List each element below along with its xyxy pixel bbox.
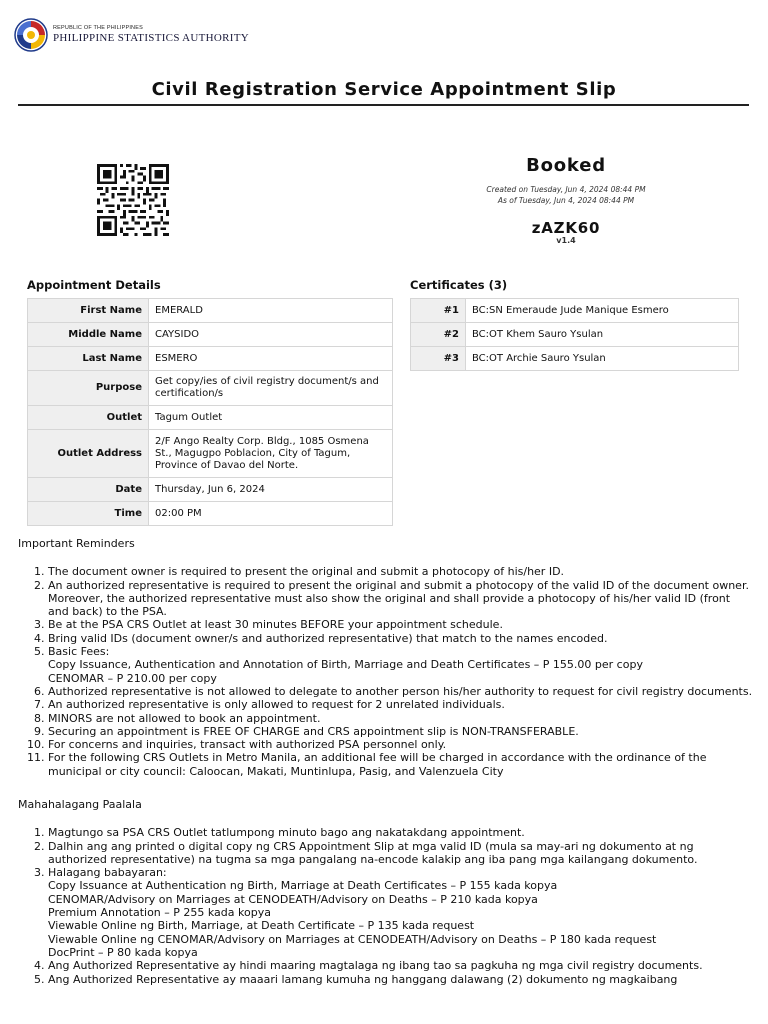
table-row [28,478,393,502]
first-name-label: First Name [28,299,149,323]
republic-text: REPUBLIC OF THE PHILIPPINES [53,25,143,32]
version-label: v1.4 [556,236,576,245]
reference-code: zAZK60 [531,219,601,237]
fee-line: Premium Annotation – P 255 kada kopya [48,906,271,920]
certificate-name: BC:SN Emeraude Jude Manique Esmero [466,299,739,323]
certificate-number: #1 [411,299,466,323]
middle-name-value: CAYSIDO [149,323,393,347]
table-row [28,406,393,430]
mahahalagang-paalala [18,798,753,986]
table-row [28,323,393,347]
fee-line: DocPrint – P 80 kada kopya [48,945,198,959]
as-of-timestamp: As of Tuesday, Jun 4, 2024 08:44 PM [497,196,635,205]
table-row [411,299,739,323]
list-item: 5. Ang Authorized Representative ay maaari lamang kumuha ng hanggang dalawang (2) dokumento ng magkaibang [48,973,753,986]
list-item: 1. Magtungo sa PSA CRS Outlet tatlumpong minuto bago ang nakatakdang appointment. [48,826,753,839]
list-item: 4. Bring valid IDs (document owner/s and authorized representative) that match to the names encoded. [48,632,753,645]
certificate-name: BC:OT Khem Sauro Ysulan [466,323,739,347]
appointment-details-heading: Appointment Details [27,278,161,292]
list-item: 7. An authorized representative is only allowed to request for 2 unrelated individuals. [48,698,753,711]
created-timestamp: Created on Tuesday, Jun 4, 2024 08:44 PM [486,185,646,194]
middle-name-label: Middle Name [28,323,149,347]
reminders-list [18,565,753,778]
purpose-label: Purpose [28,371,149,406]
list-item: 6. Authorized representative is not allowed to delegate to another person his/her authority to request for civil registry documents. [48,685,753,698]
reminders-title: Important Reminders [18,537,135,550]
time-label: Time [28,502,149,526]
psa-logo [14,18,249,52]
table-row [28,347,393,371]
time-value: 02:00 PM [149,502,393,526]
list-item: 11. For the following CRS Outlets in Metro Manila, an additional fee will be charged in accordance with the ordinance of the municipal or city council: Caloocan, Makati, Muntinlupa, Pasig, and Valenzuela City [48,751,753,778]
certificates-table [410,298,739,371]
list-item: 5. Basic Fees: Copy Issuance, Authentication and Annotation of Birth, Marriage and Death Certificates – P 155.00 per copy CENOMAR – P 210.00 per copy [48,645,753,685]
list-item: 9. Securing an appointment is FREE OF CHARGE and CRS appointment slip is NON-TRANSFERABLE. [48,725,753,738]
table-row [411,323,739,347]
important-reminders [18,537,753,778]
fee-line: CENOMAR – P 210.00 per copy [48,671,217,685]
list-item: 4. Ang Authorized Representative ay hindi maaring magtalaga ng ibang tao sa pagkuha ng mga civil registry documents. [48,959,753,972]
list-item: 2. Dalhin ang ang printed o digital copy ng CRS Appointment Slip at mga valid ID (mula sa may-ari ng dokumento at ng authorized representative) na tugma sa mga pangalang na-encode kalakip ang iba pang mga kailangang dokumento. [48,840,753,867]
fee-line: CENOMAR/Advisory on Marriages at CENODEATH/Advisory on Deaths – P 210 kada kopya [48,892,538,906]
last-name-value: ESMERO [149,347,393,371]
list-item: 1. The document owner is required to present the original and submit a photocopy of his/her ID. [48,565,753,578]
psa-seal-icon [14,18,48,52]
table-row [28,502,393,526]
appointment-details-table [27,298,393,526]
booking-status-block [430,155,702,246]
fee-line: Copy Issuance, Authentication and Annotation of Birth, Marriage and Death Certificates – P 155.00 per copy [48,658,643,672]
date-label: Date [28,478,149,502]
outlet-address-value: 2/F Ango Realty Corp. Bldg., 1085 Osmena St., Magugpo Poblacion, City of Tagum, Province of Davao del Norte. [149,430,393,478]
fee-line: Copy Issuance at Authentication ng Birth, Marriage at Death Certificates – P 155 kada kopya [48,879,558,893]
list-item: 3. Halagang babayaran: Copy Issuance at Authentication ng Birth, Marriage at Death Certificates – P 155 kada kopya CENOMAR/Advisory on Marriages at CENODEATH/Advisory on Deaths – P 210 kada kopya Premium Annotation – P 255 kada kopya Viewable Online ng Birth, Marriage, at Death Certificate – P 135 kada request Viewable Online ng CENOMAR/Advisory on Marriages at CENODEATH/Advisory on Deaths – P 180 kada request DocPrint – P 80 kada kopya [48,866,753,959]
fee-line: Viewable Online ng Birth, Marriage, at Death Certificate – P 135 kada request [48,919,475,933]
outlet-address-label: Outlet Address [28,430,149,478]
outlet-value: Tagum Outlet [149,406,393,430]
fee-line: Viewable Online ng CENOMAR/Advisory on Marriages at CENODEATH/Advisory on Deaths – P 180 kada request [48,932,657,946]
certificate-number: #3 [411,347,466,371]
table-row [28,371,393,406]
certificate-number: #2 [411,323,466,347]
list-item: 2. An authorized representative is required to present the original and submit a photocopy of the valid ID of the document owner. Moreover, the authorized representative must also show the original and shall provide a photocopy of his/her valid ID (front and back) to the PSA. [48,579,753,619]
outlet-label: Outlet [28,406,149,430]
certificate-name: BC:OT Archie Sauro Ysulan [466,347,739,371]
list-item: 10. For concerns and inquiries, transact with authorized PSA personnel only. [48,738,753,751]
date-value: Thursday, Jun 6, 2024 [149,478,393,502]
agency-name: PHILIPPINE STATISTICS AUTHORITY [53,31,250,44]
table-row [28,430,393,478]
table-row [411,347,739,371]
certificates-heading: Certificates (3) [410,278,508,292]
purpose-value: Get copy/ies of civil registry document/s and certification/s [149,371,393,406]
last-name-label: Last Name [28,347,149,371]
list-item: 3. Be at the PSA CRS Outlet at least 30 minutes BEFORE your appointment schedule. [48,618,753,631]
page-title: Civil Registration Service Appointment Slip [151,79,617,100]
paalala-list [18,826,753,986]
status-label: Booked [526,155,606,176]
list-item: 8. MINORS are not allowed to book an appointment. [48,712,753,725]
first-name-value: EMERALD [149,299,393,323]
qr-code-icon [95,164,171,236]
paalala-title: Mahahalagang Paalala [18,798,142,811]
table-row [28,299,393,323]
title-divider [18,104,749,106]
